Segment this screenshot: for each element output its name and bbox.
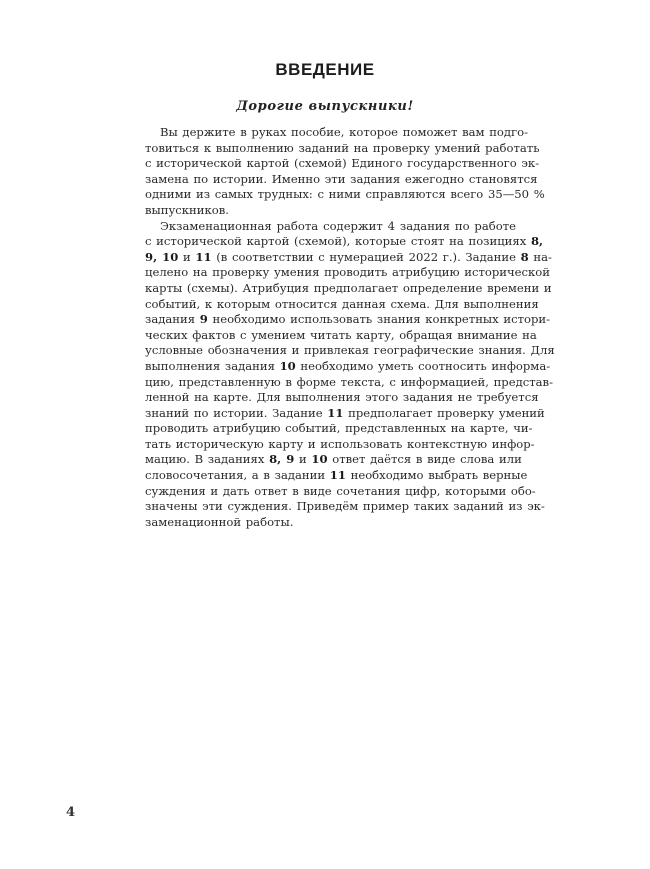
text-line: суждения и дать ответ в виде сочетания цифр, которыми обо- <box>145 483 536 498</box>
text-line: тать историческую карту и использовать контекстную инфор- <box>145 436 535 451</box>
task-number: 11 <box>327 405 344 420</box>
page-title: ВВЕДЕНИЕ <box>275 60 375 79</box>
text-line: знаний по истории. Задание 11 предполагает проверку умений <box>145 405 545 420</box>
greeting: Дорогие выпускники! <box>236 99 414 114</box>
text-line: одними из самых трудных: с ними справляются всего 35—50 % <box>145 187 545 202</box>
text-line: ленной на карте. Для выполнения этого задания не требуется <box>145 390 539 405</box>
text-line: Вы держите в руках пособие, которое поможет вам подго- <box>160 125 529 139</box>
task-number: 8, <box>530 234 544 249</box>
text-line: ческих фактов с умением читать карту, обращая внимание на <box>145 327 537 342</box>
task-number: 8, 9 <box>269 452 295 467</box>
text-line: цию, представленную в форме текста, с информацией, представ- <box>145 374 553 389</box>
text-line: выполнения задания 10 необходимо уметь соотносить информа- <box>145 358 551 373</box>
text-line: 9, 10 и 11 (в соответствии с нумерацией 2022 г.). Задание 8 на- <box>145 249 552 264</box>
text-line: Экзаменационная работа содержит 4 задания по работе <box>160 218 516 233</box>
text-line: значены эти суждения. Приведём пример таких заданий из эк- <box>145 499 545 514</box>
text-line: словосочетания, а в задании 11 необходимо выбрать верные <box>145 468 528 483</box>
text-line: событий, к которым относится данная схема. Для выполнения <box>145 296 539 311</box>
task-number: 10 <box>311 452 328 467</box>
task-number: 10 <box>279 358 296 373</box>
text-line: замена по истории. Именно эти задания ежегодно становятся <box>145 171 538 186</box>
page-number: 4 <box>66 805 76 820</box>
paragraph-2 <box>145 218 555 531</box>
text-line: проводить атрибуцию событий, представленных на карте, чи- <box>145 421 533 436</box>
text-line: товиться к выполнению заданий на проверку умений работать <box>145 140 540 155</box>
task-number: 9, 10 <box>145 249 179 264</box>
task-number: 11 <box>329 468 346 483</box>
paragraph-1 <box>145 125 545 219</box>
text-line: карты (схемы). Атрибуция предполагает определение времени и <box>145 280 552 295</box>
text-line: выпускников. <box>145 202 229 217</box>
task-number: 9 <box>199 312 208 327</box>
text-line: задания 9 необходимо использовать знания конкретных истори- <box>145 312 551 327</box>
text-line: с исторической картой (схемой), которые стоят на позициях 8, <box>145 234 544 249</box>
text-line: с исторической картой (схемой) Единого государственного эк- <box>145 156 540 171</box>
text-line: заменационной работы. <box>145 514 294 529</box>
text-line: мацию. В заданиях 8, 9 и 10 ответ даётся в виде слова или <box>145 452 522 467</box>
text-line: условные обозначения и привлекая географические знания. Для <box>145 343 555 358</box>
task-number: 8 <box>520 249 529 264</box>
body-text <box>145 125 555 530</box>
text-line: целено на проверку умения проводить атрибуцию исторической <box>145 265 550 280</box>
task-number: 11 <box>195 249 212 264</box>
